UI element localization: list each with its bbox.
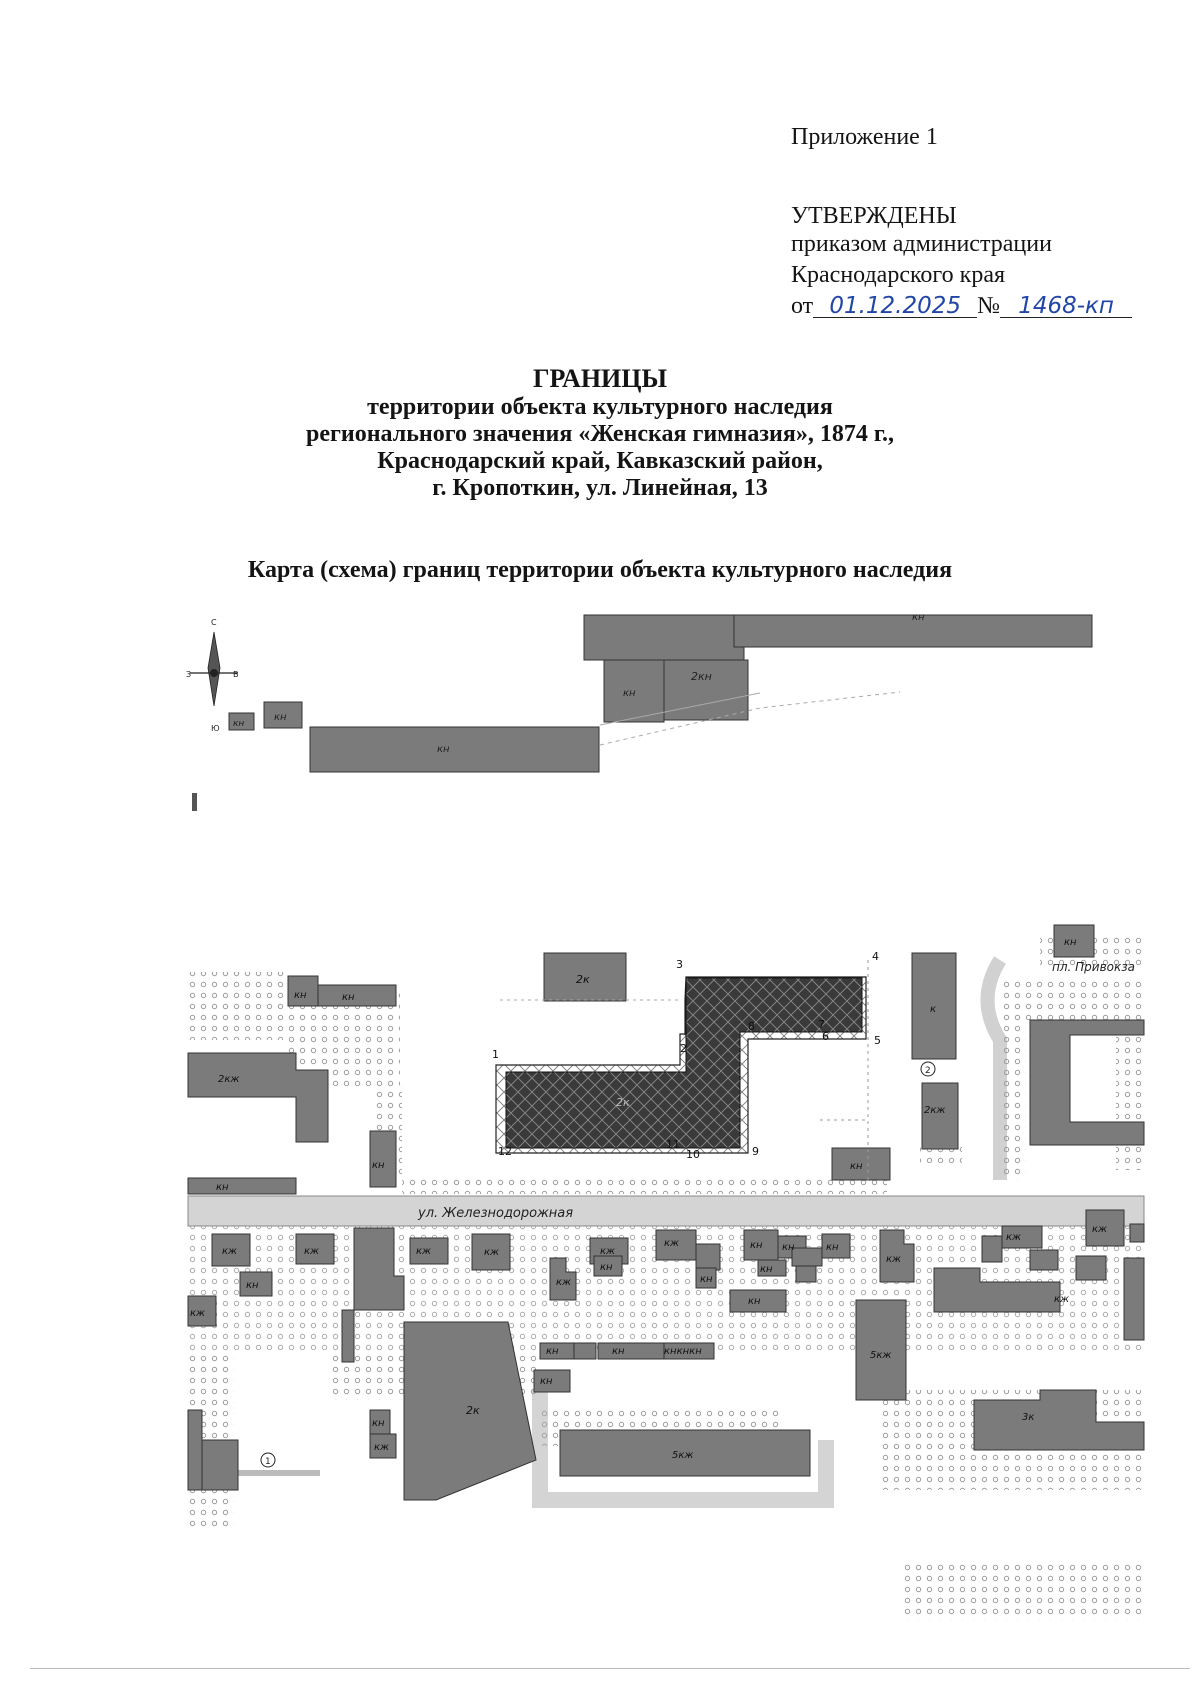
label-kzh: кж [304, 1246, 320, 1257]
label-kn: кн [246, 1280, 259, 1291]
label-kn: кн [912, 612, 925, 623]
title-line-4: г. Кропоткин, ул. Линейная, 13 [432, 475, 768, 501]
label-kzh: кж [190, 1308, 206, 1319]
title-line-2: регионального значения «Женская гимназия», 1874 г., [305, 421, 895, 447]
map-fragment-main [188, 925, 1144, 1620]
label-kn: кн [216, 1182, 229, 1193]
label-2kzh: 2кж [218, 1074, 240, 1085]
greenery [188, 972, 288, 1040]
greenery [900, 1560, 1144, 1620]
point-8: 8 [748, 1020, 755, 1033]
bottom-rule [30, 1668, 1190, 1669]
point-6: 6 [822, 1030, 829, 1043]
label-kzh: кж [374, 1442, 390, 1453]
label-2k: 2к [576, 973, 590, 986]
map-fragment-top [186, 612, 1092, 811]
building [574, 1343, 596, 1359]
point-3: 3 [676, 958, 683, 971]
label-kn: кн [826, 1242, 839, 1253]
building [598, 1343, 664, 1359]
compass-west: З [186, 670, 192, 679]
parcel-marker-2: 2 [925, 1066, 931, 1076]
approved-region-line: Краснодарского края [791, 262, 1006, 288]
point-7: 7 [818, 1018, 825, 1031]
building [1030, 1250, 1058, 1270]
label-kn: кн [342, 992, 355, 1003]
date-prefix: от [791, 293, 814, 319]
street-station-square: пл. Привокза [1052, 960, 1135, 974]
building [1130, 1224, 1144, 1242]
building [310, 727, 599, 772]
label-kn: кн [748, 1296, 761, 1307]
label-knknkn: кнкнкн [664, 1346, 702, 1357]
heritage-object [496, 977, 866, 1153]
building [792, 1248, 822, 1266]
building [584, 615, 744, 660]
number-prefix: № [977, 293, 1001, 319]
label-2kzh: 2кж [924, 1105, 946, 1116]
label-2k-heritage: 2к [616, 1096, 630, 1109]
approved-heading: УТВЕРЖДЕНЫ [791, 203, 957, 229]
approved-by-line: приказом администрации [791, 231, 1052, 257]
greenery [1116, 1020, 1144, 1170]
label-2kn: 2кн [691, 670, 712, 683]
label-kzh: кж [1054, 1294, 1070, 1305]
appendix-label: Приложение 1 [791, 124, 938, 150]
point-1: 1 [492, 1048, 499, 1061]
label-kn: кн [600, 1262, 613, 1273]
label-kn: кн [540, 1376, 553, 1387]
label-kzh: кж [222, 1246, 238, 1257]
label-kn: кн [546, 1346, 559, 1357]
point-5: 5 [874, 1034, 881, 1047]
label-kzh: кж [1006, 1232, 1022, 1243]
label-kn: кн [760, 1264, 773, 1275]
point-11: 11 [666, 1138, 680, 1151]
building [664, 660, 748, 720]
label-2k: 2к [466, 1404, 480, 1417]
building [202, 1440, 238, 1490]
point-2: 2 [680, 1042, 687, 1055]
railway-street [188, 1196, 1144, 1226]
label-kn: кн [437, 744, 450, 755]
label-kzh: кж [556, 1277, 572, 1288]
compass-north: С [211, 618, 217, 627]
label-kzh: кж [1092, 1224, 1108, 1235]
building [1076, 1256, 1106, 1280]
point-12: 12 [498, 1145, 512, 1158]
label-kn: кн [700, 1274, 713, 1285]
label-kzh: кж [484, 1247, 500, 1258]
compass-east: В [233, 670, 239, 679]
building [1124, 1258, 1144, 1340]
title-line-1: территории объекта культурного наследия [367, 394, 833, 420]
building [188, 1410, 202, 1490]
building [318, 985, 396, 1006]
label-kn: кн [623, 688, 636, 699]
scan-mark [192, 793, 197, 811]
label-kzh: кж [886, 1254, 902, 1265]
order-number-handwritten: 1468-кп [1000, 295, 1132, 318]
building [696, 1244, 720, 1270]
label-kn: кн [782, 1242, 795, 1253]
building [370, 1131, 396, 1187]
label-kzh: кж [664, 1238, 680, 1249]
building [982, 1236, 1002, 1262]
label-5kzh: 5кж [672, 1450, 694, 1461]
label-5kzh: 5кж [870, 1350, 892, 1361]
point-10: 10 [686, 1148, 700, 1161]
street-railway: ул. Железнодорожная [418, 1206, 574, 1221]
point-4: 4 [872, 950, 879, 963]
label-kn: кн [612, 1346, 625, 1357]
greenery [1004, 1020, 1026, 1180]
label-3k: 3к [1022, 1412, 1035, 1423]
greenery [402, 1178, 887, 1194]
label-kn: кн [750, 1240, 763, 1251]
map-caption: Карта (схема) границ территории объекта культурного наследия [247, 557, 953, 583]
title-line-3: Краснодарский край, Кавказский район, [377, 448, 823, 474]
label-kn: кн [233, 719, 245, 729]
building [796, 1266, 816, 1282]
building [188, 1178, 296, 1194]
parcel-marker-1: 1 [265, 1457, 271, 1467]
label-k: к [930, 1004, 937, 1015]
compass-south: Ю [211, 724, 220, 733]
building [922, 1083, 958, 1149]
label-kn: кн [850, 1161, 863, 1172]
label-kzh: кж [416, 1246, 432, 1257]
label-kn: кн [274, 712, 287, 723]
label-kn: кн [372, 1418, 385, 1429]
order-date-handwritten: 01.12.2025 [813, 295, 977, 318]
title-main: ГРАНИЦЫ [532, 364, 668, 393]
label-kn: кн [372, 1160, 385, 1171]
point-9: 9 [752, 1145, 759, 1158]
label-kzh: кж [600, 1246, 616, 1257]
label-kn: кн [1064, 937, 1077, 948]
label-kn: кн [294, 990, 307, 1001]
